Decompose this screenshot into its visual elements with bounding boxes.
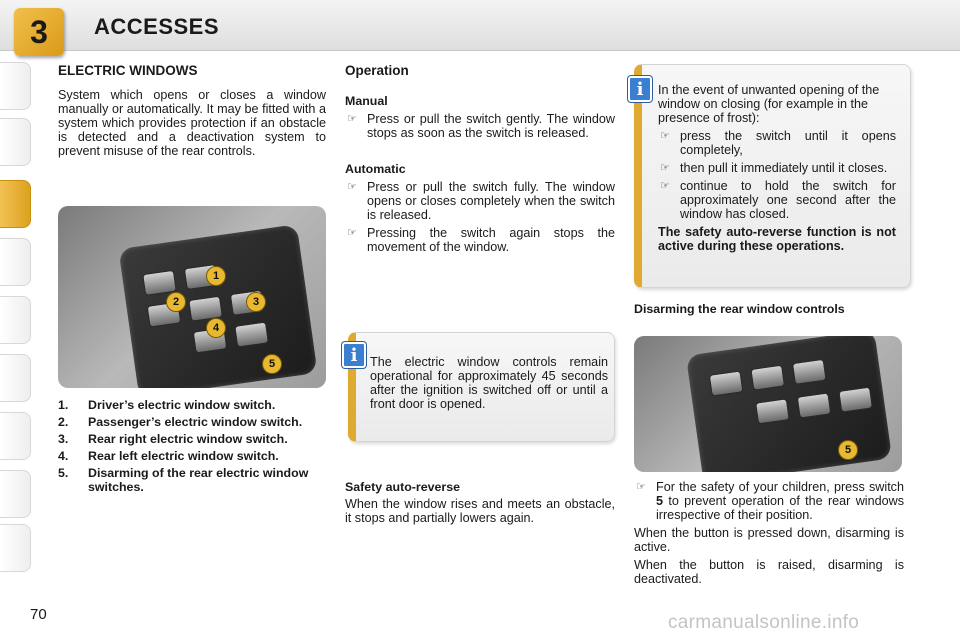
figure-callout-2: 2 xyxy=(166,292,186,312)
chapter-tab-6[interactable] xyxy=(0,354,31,402)
pointing-hand-icon: ☞ xyxy=(660,130,670,142)
figure-callout-5: 5 xyxy=(262,354,282,374)
info-box-warning: The safety auto-reverse function is not active during these operations. xyxy=(658,225,896,253)
section-heading-electric-windows: ELECTRIC WINDOWS xyxy=(58,63,198,78)
intro-paragraph: System which opens or closes a window manually or automatically. It may be fitted with a system which provides protection if an obstacle is detected and a deactivation system to prevent misuse of the rear controls. xyxy=(58,88,326,158)
legend-list xyxy=(58,398,326,494)
info-icon: i xyxy=(342,342,366,368)
section-heading-operation: Operation xyxy=(345,63,409,78)
figure-callout-1: 1 xyxy=(206,266,226,286)
pointing-hand-icon: ☞ xyxy=(347,113,357,125)
automatic-bullet: ☞ Pressing the switch again stops the movement of the window. xyxy=(347,226,615,254)
window-switch-photo xyxy=(58,206,326,388)
switch-knob xyxy=(797,392,832,418)
chapter-tab-3-active[interactable] xyxy=(0,180,31,228)
chapter-tab-8[interactable] xyxy=(0,470,31,518)
disarming-bullet: ☞ For the safety of your children, press switch 5 to prevent operation of the rear windows irrespective of their position. xyxy=(636,480,904,522)
chapter-badge: 3 xyxy=(14,8,64,56)
legend-column xyxy=(58,398,326,497)
pointing-hand-icon: ☞ xyxy=(636,481,646,493)
pointing-hand-icon: ☞ xyxy=(660,180,670,192)
rear-disarm-switch-photo xyxy=(634,336,902,472)
raised-text: When the button is raised, disarming is deactivated. xyxy=(634,558,904,586)
info-box-content xyxy=(658,83,896,253)
switch-knob xyxy=(234,321,269,347)
pointing-hand-icon: ☞ xyxy=(347,227,357,239)
legend-item: 2. Passenger’s electric window switch. xyxy=(58,415,303,429)
subhead-automatic: Automatic xyxy=(345,162,406,176)
legend-item: 4. Rear left electric window switch. xyxy=(58,449,279,463)
info-box-unwanted-opening xyxy=(634,64,911,288)
figure-callout-5: 5 xyxy=(838,440,858,460)
safety-section xyxy=(345,480,615,525)
chapter-tab-9[interactable] xyxy=(0,524,31,572)
chapter-tab-5[interactable] xyxy=(0,296,31,344)
info-box-controls-remain xyxy=(348,332,615,442)
page-number: 70 xyxy=(30,606,47,623)
subhead-manual: Manual xyxy=(345,94,388,108)
chapter-tab-7[interactable] xyxy=(0,412,31,460)
switch-knob xyxy=(755,398,790,424)
automatic-bullet: ☞ Press or pull the switch fully. The window opens or closes completely when the switch is released. xyxy=(347,180,615,222)
disarming-heading-wrap xyxy=(634,302,904,316)
switch-knob xyxy=(838,387,873,413)
chapter-tab-strip xyxy=(0,62,34,572)
info-box-bullet: ☞ continue to hold the switch for approximately one second after the window has closed. xyxy=(660,179,896,221)
info-icon: i xyxy=(628,76,652,102)
middle-column xyxy=(345,64,615,254)
watermark: carmanualsonline.info xyxy=(668,612,860,633)
switch-knob xyxy=(792,359,827,385)
left-column xyxy=(58,64,326,158)
switch-knob xyxy=(750,365,785,391)
switch-panel xyxy=(686,336,892,472)
switch-knob xyxy=(709,370,744,396)
pointing-hand-icon: ☞ xyxy=(347,181,357,193)
manual-bullet: ☞ Press or pull the switch gently. The window stops as soon as the switch is released. xyxy=(347,112,615,140)
info-box-intro: In the event of unwanted opening of the window on closing (for example in the presence of frost): xyxy=(658,83,880,125)
info-box-text-wrap xyxy=(370,355,608,411)
page-title: ACCESSES xyxy=(94,14,220,39)
legend-item: 5. Disarming of the rear electric window switches. xyxy=(58,466,309,494)
info-box-bullet: ☞ press the switch until it opens completely, xyxy=(660,129,896,157)
chapter-tab-2[interactable] xyxy=(0,118,31,166)
subhead-safety: Safety auto-reverse xyxy=(345,480,461,494)
subhead-disarming: Disarming the rear window controls xyxy=(634,302,845,316)
safety-text: When the window rises and meets an obstacle, it stops and partially lowers again. xyxy=(345,497,615,525)
legend-item: 1. Driver’s electric window switch. xyxy=(58,398,276,412)
figure-callout-4: 4 xyxy=(206,318,226,338)
legend-item: 3. Rear right electric window switch. xyxy=(58,432,288,446)
switch-panel xyxy=(118,224,317,388)
pointing-hand-icon: ☞ xyxy=(660,162,670,174)
info-box-bullet: ☞ then pull it immediately until it closes. xyxy=(660,161,888,175)
chapter-tab-1[interactable] xyxy=(0,62,31,110)
figure-callout-3: 3 xyxy=(246,292,266,312)
disarming-text xyxy=(634,480,904,586)
pressed-text: When the button is pressed down, disarming is active. xyxy=(634,526,904,554)
info-box-text: The electric window controls remain operational for approximately 45 seconds after the ignition is switched off or until a front door is opened. xyxy=(370,355,608,411)
chapter-tab-4[interactable] xyxy=(0,238,31,286)
